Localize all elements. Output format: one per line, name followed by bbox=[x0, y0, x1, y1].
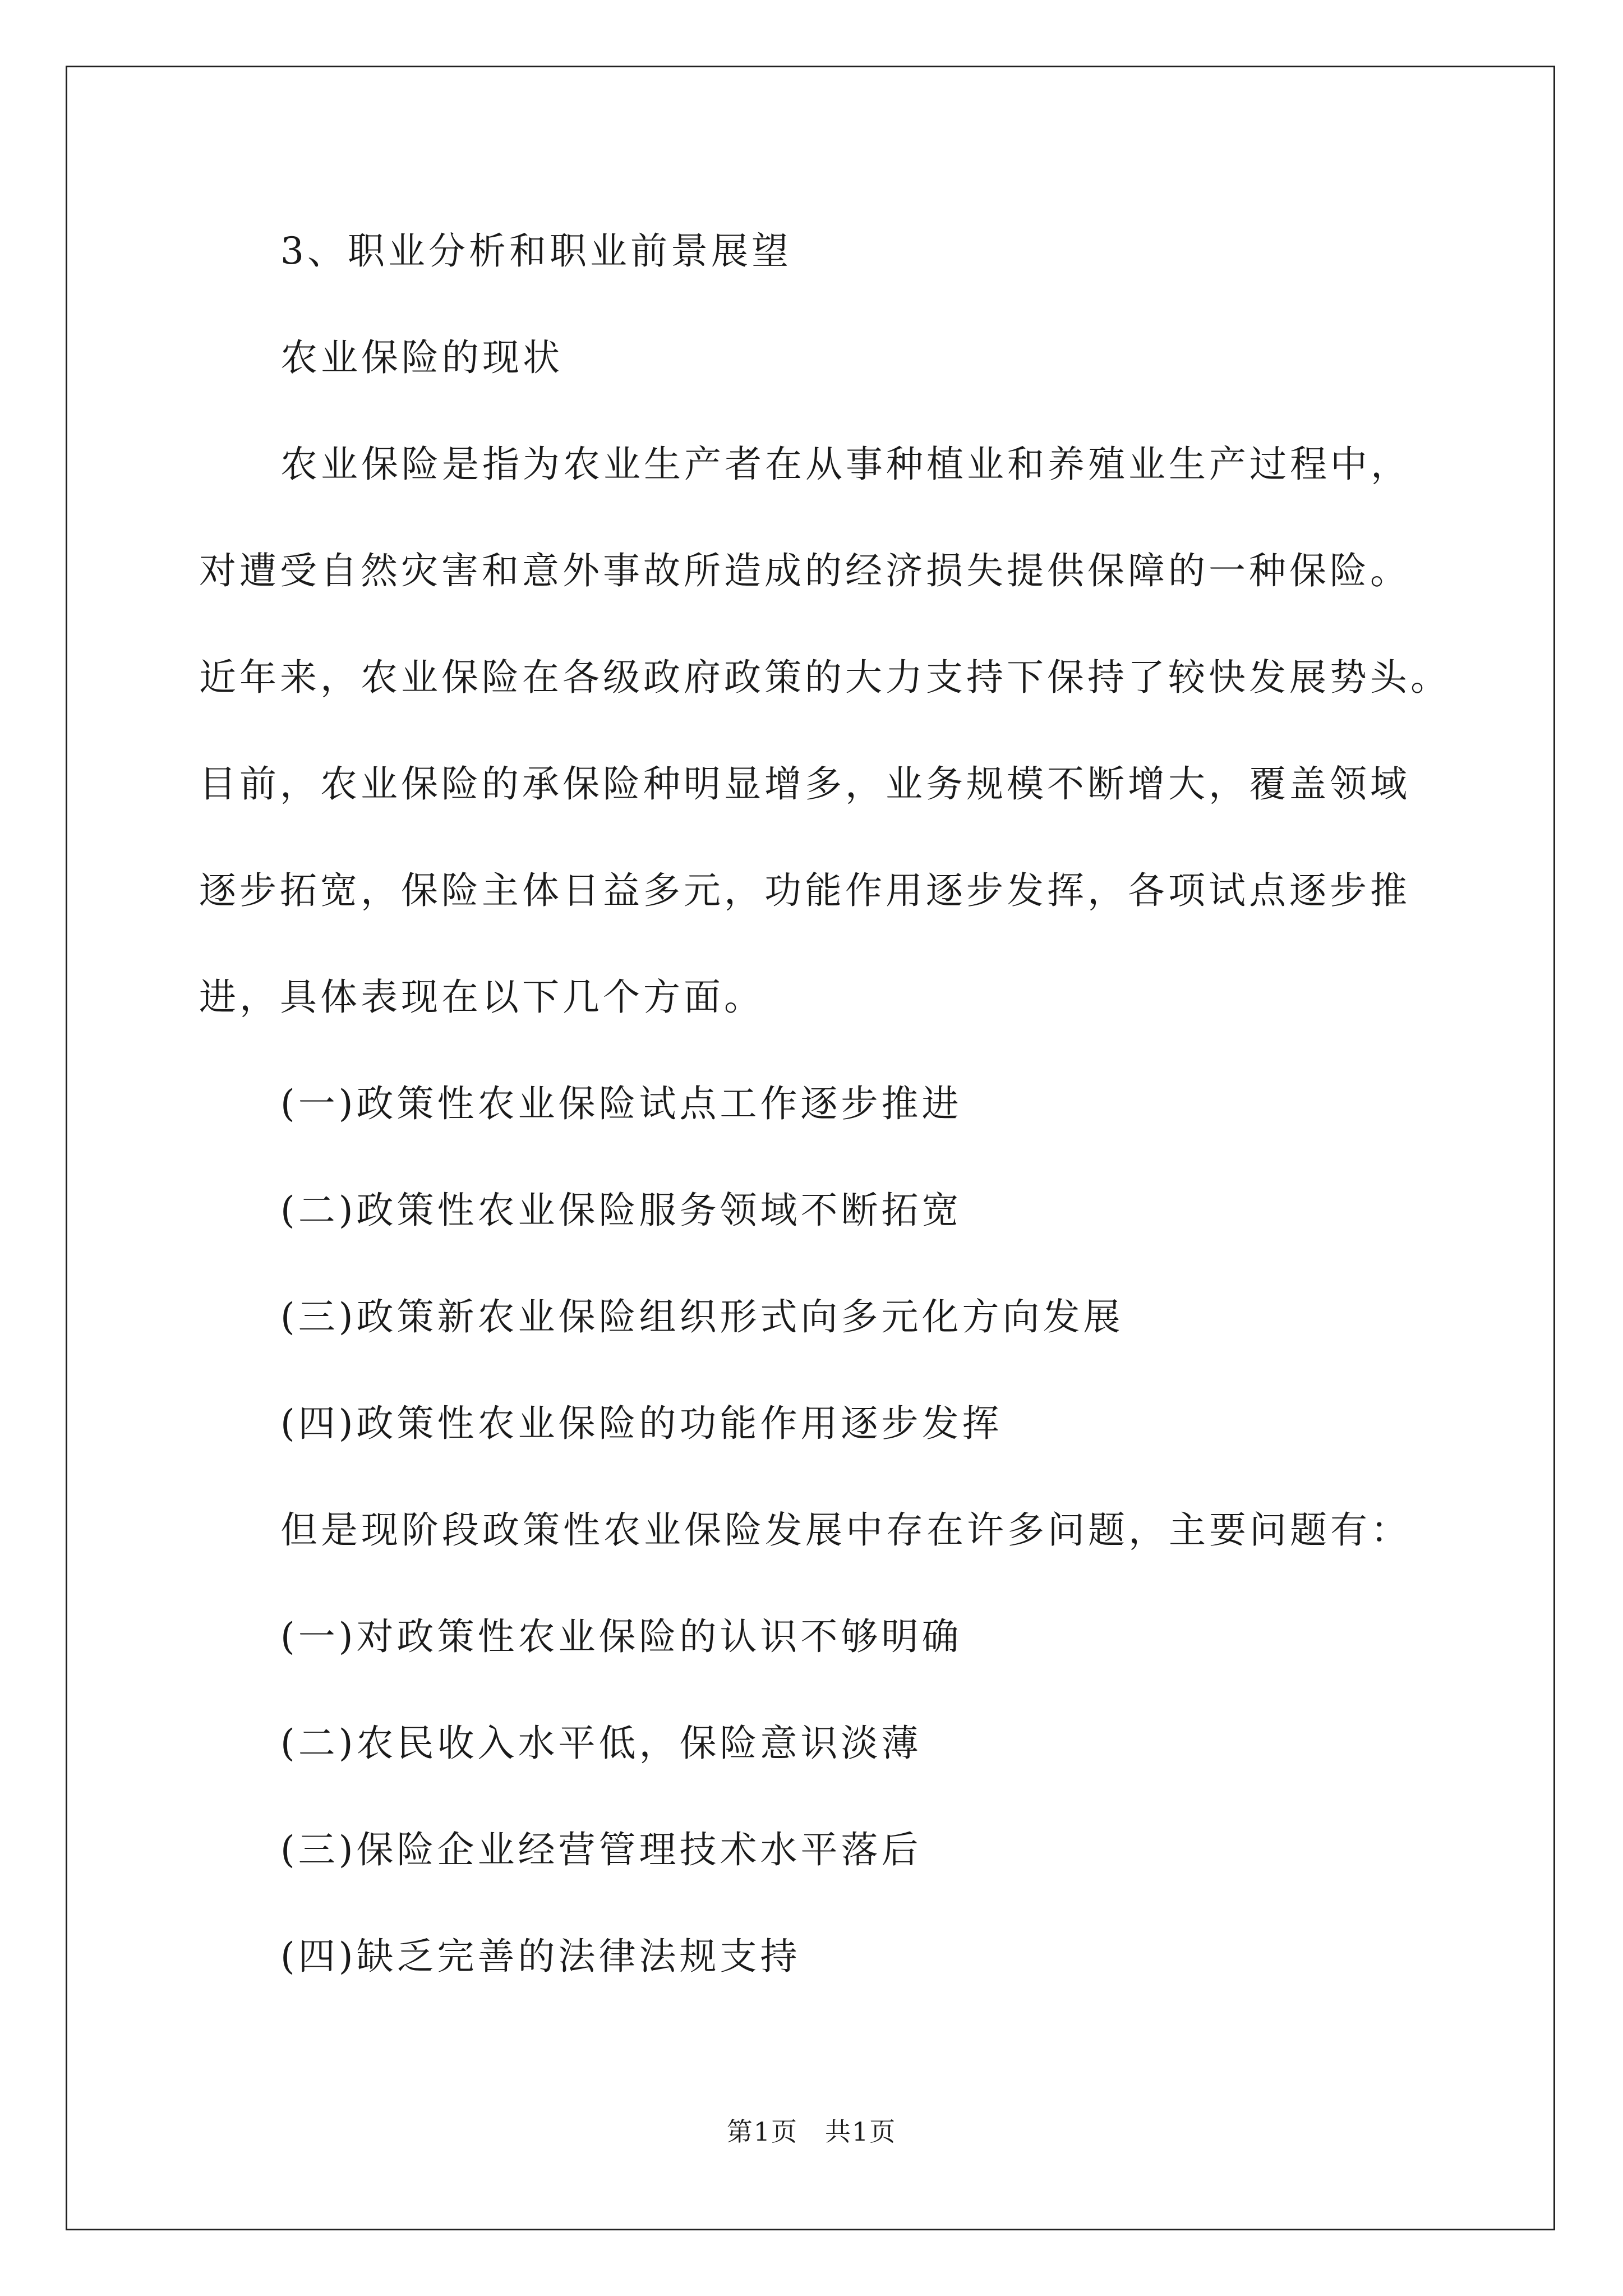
aspect-item: (二)政策性农业保险服务领域不断拓宽 bbox=[280, 1189, 962, 1232]
paragraph-line: 农业保险是指为农业生产者在从事种植业和养殖业生产过程中， bbox=[280, 443, 1411, 486]
page-border bbox=[66, 66, 1555, 2230]
problems-intro: 但是现阶段政策性农业保险发展中存在许多问题，主要问题有： bbox=[280, 1508, 1411, 1552]
problem-item: (二)农民收入水平低，保险意识淡薄 bbox=[280, 1722, 922, 1765]
paragraph-line: 近年来，农业保险在各级政府政策的大力支持下保持了较快发展势头。 bbox=[199, 656, 1451, 699]
paragraph-line: 进，具体表现在以下几个方面。 bbox=[199, 976, 764, 1019]
paragraph-line: 逐步拓宽，保险主体日益多元，功能作用逐步发挥，各项试点逐步推 bbox=[199, 869, 1410, 912]
problem-item: (三)保险企业经营管理技术水平落后 bbox=[280, 1828, 922, 1871]
problem-item: (一)对政策性农业保险的认识不够明确 bbox=[280, 1615, 962, 1658]
section-heading: 3、职业分析和职业前景展望 bbox=[280, 229, 792, 273]
aspect-item: (三)政策新农业保险组织形式向多元化方向发展 bbox=[280, 1295, 1124, 1338]
problem-item: (四)缺乏完善的法律法规支持 bbox=[280, 1935, 801, 1978]
aspect-item: (一)政策性农业保险试点工作逐步推进 bbox=[280, 1082, 962, 1125]
aspect-item: (四)政策性农业保险的功能作用逐步发挥 bbox=[280, 1402, 1003, 1445]
paragraph-line: 目前，农业保险的承保险种明显增多，业务规模不断增大，覆盖领域 bbox=[199, 762, 1410, 806]
subsection-heading: 农业保险的现状 bbox=[280, 336, 563, 379]
paragraph-line: 对遭受自然灾害和意外事故所造成的经济损失提供保障的一种保险。 bbox=[199, 549, 1410, 592]
page-number-footer: 第1页 共1页 bbox=[726, 2116, 897, 2147]
